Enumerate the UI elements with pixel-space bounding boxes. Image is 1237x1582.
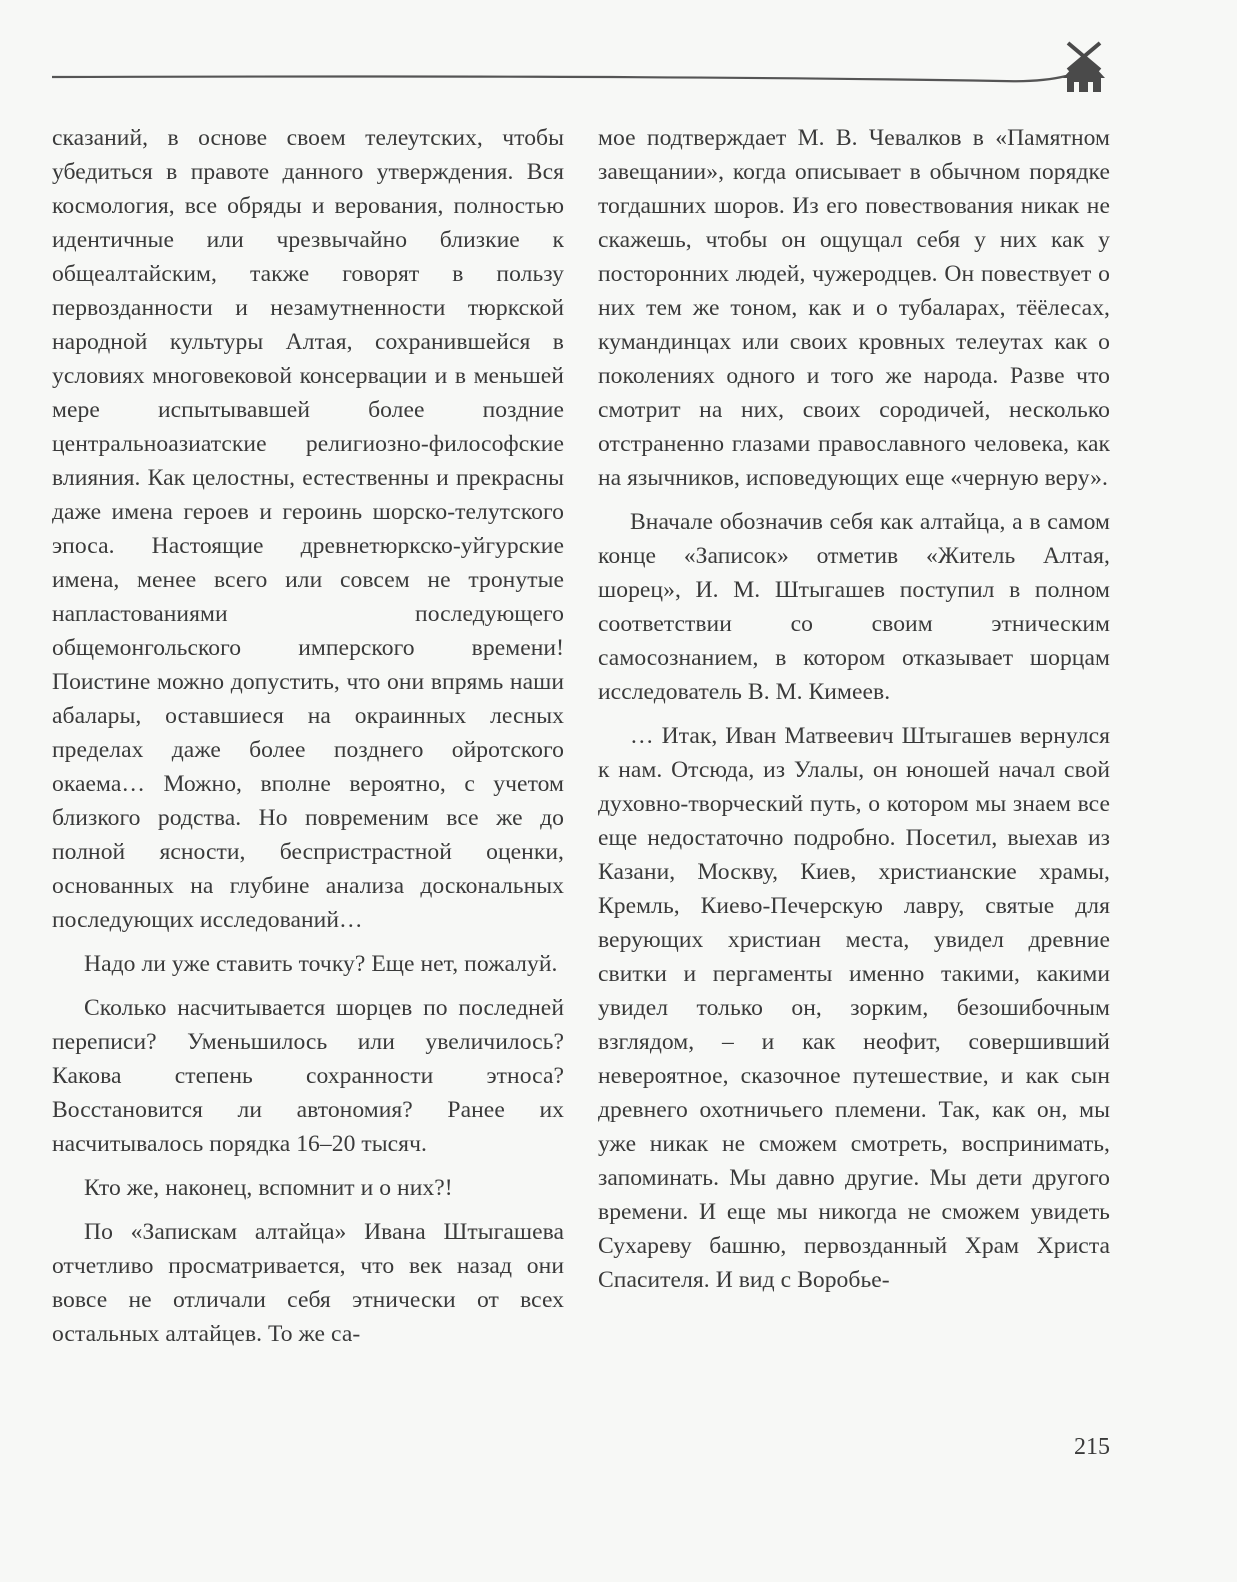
windmill-hut-icon (1063, 43, 1105, 92)
paragraph: Кто же, наконец, вспомнит и о них?! (84, 1175, 453, 1201)
right-column (598, 121, 1110, 1307)
paragraph: сказаний, в основе своем телеутских, чтобы убедиться в правоте данного утверждения. Вся космология, все обряды и верования, полностью идентичные или чрезвычайно близкие к общеалтайским, также говорят в пользу первозданности и незамутненности тюркской народной культуры Алтая, сохранившейся в условиях многовековой консервации и в меньшей мере испытывавшей более поздние центральноазиатские религиозно-философские влияния. Как целостны, естественны и прекрасны даже имена героев и героинь шорско-телутского эпоса. Настоящие древнетюркско-уйгурские имена, менее всего или совсем не тронутые напластованиями последующего общемонгольского имперского времени! Поистине можно допустить, что они впрямь наши абалары, оставшиеся на окраинных лесных пределах даже более позднего ойротского окаема… Можно, вполне вероятно, с учетом близкого родства. Но повременим все же до полной ясности, беспристрастной оценки, основанных на глубине анализа доскональных последующих исследований… (52, 125, 564, 933)
page-number: 215 (1074, 1434, 1110, 1460)
header-rule (0, 0, 1237, 110)
left-column (52, 121, 564, 1361)
paragraph: Надо ли уже ставить точку? Еще нет, пожалуй. (84, 951, 558, 977)
paragraph: Вначале обозначив себя как алтайца, а в самом конце «Записок» отметив «Житель Алтая, шорец», И. М. Штыгашев поступил в полном соответствии со своим этническим самосознанием, в котором отказывает шорцам исследователь В. М. Кимеев. (598, 509, 1110, 705)
paragraph: По «Запискам алтайца» Ивана Штыгашева отчетливо просматривается, что век назад они вовсе не отличали себя этнически от всех остальных алтайцев. То же са- (52, 1219, 564, 1347)
paragraph: мое подтверждает М. В. Чевалков в «Памятном завещании», когда описывает в обычном порядке тогдашних шоров. Из его повествования никак не скажешь, чтобы он ощущал себя у них как у посторонних людей, чужеродцев. Он повествует о них тем же тоном, как и о тубаларах, тёёлесах, кумандинцах или своих кровных телеутах как о поколениях одного и того же народа. Разве что смотрит на них, своих сородичей, несколько отстраненно глазами православного человека, как на язычников, исповедующих еще «черную веру». (598, 125, 1110, 491)
paragraph: … Итак, Иван Матвеевич Штыгашев вернулся к нам. Отсюда, из Улалы, он юношей начал свой духовно-творческий путь, о котором мы знаем все еще недостаточно подробно. Посетил, выехав из Казани, Москву, Киев, христианские храмы, Кремль, Киево-Печерскую лавру, святые для верующих христиан места, увидел древние свитки и пергаменты именно такими, какими увидел только он, зорким, безошибочным взглядом, – и как неофит, совершивший невероятное, сказочное путешествие, и как сын древнего охотничьего племени. Так, как он, мы уже никак не сможем смотреть, воспринимать, запоминать. Мы давно другие. Мы дети другого времени. И еще мы никогда не сможем увидеть Сухареву башню, первозданный Храм Христа Спасителя. И вид с Воробье- (598, 723, 1110, 1293)
paragraph: Сколько насчитывается шорцев по последней переписи? Уменьшилось или увеличилось? Какова степень сохранности этноса? Восстановится ли автономия? Ранее их насчитывалось порядка 16–20 тысяч. (52, 995, 564, 1157)
